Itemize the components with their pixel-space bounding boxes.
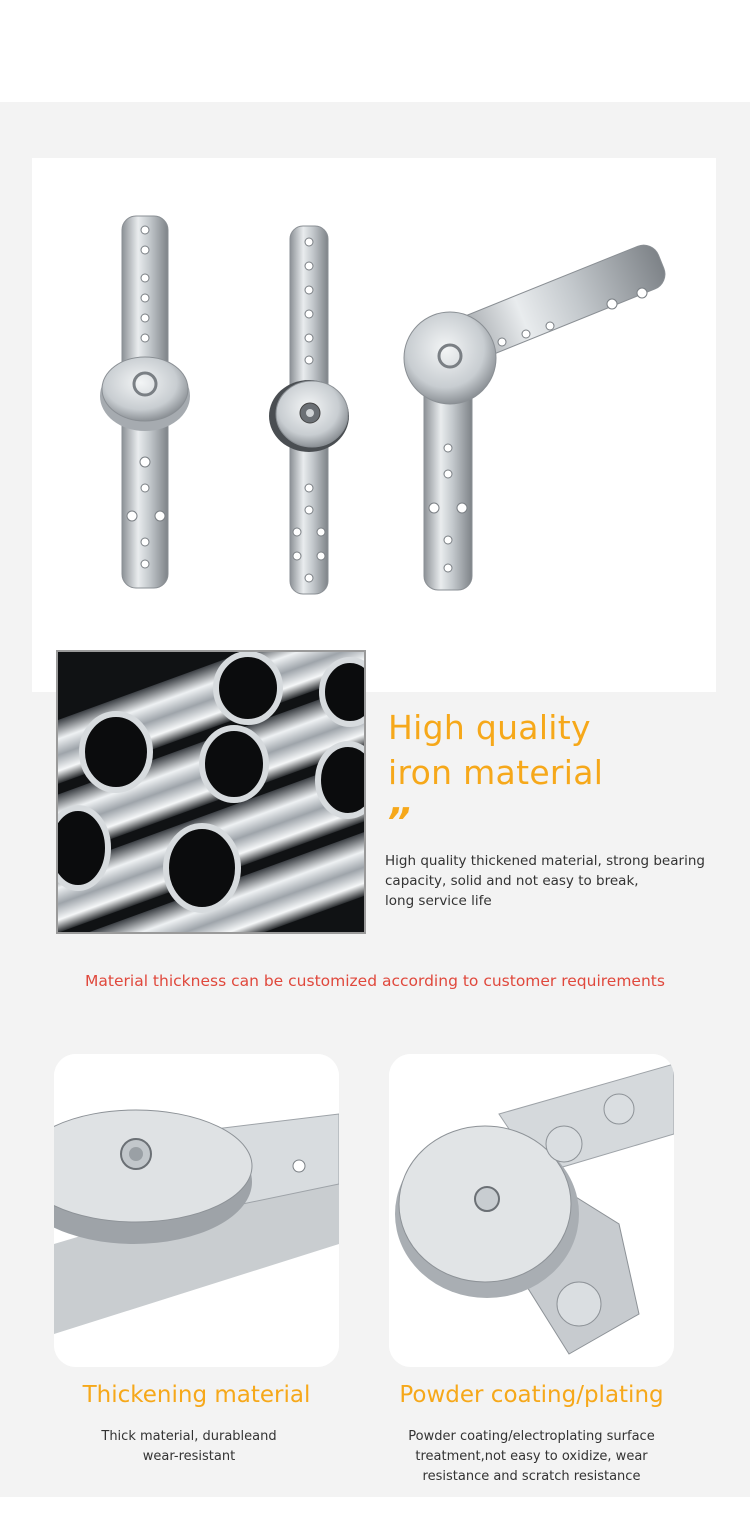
feature-title-powder-coating: Powder coating/plating (399, 1382, 664, 1408)
hinge-angled (404, 240, 670, 590)
feature-title-thickening: Thickening material (82, 1382, 311, 1408)
powder-coating-image (389, 1054, 674, 1367)
customization-note: Material thickness can be customized according to customer requirements (85, 972, 665, 990)
feature-desc-line: wear-resistant (142, 1449, 236, 1464)
feature-desc-line: Thick material, durableand (101, 1429, 277, 1444)
hinge-straight-1 (100, 216, 190, 588)
description-line: High quality thickened material, strong bearing (385, 853, 705, 869)
section-title-line1: High quality (388, 708, 591, 747)
hinge-products-image (32, 158, 716, 692)
feature-desc-line: resistance and scratch resistance (422, 1469, 641, 1484)
hinge-straight-2 (269, 226, 349, 594)
feature-desc-line: treatment,not easy to oxidize, wear (415, 1449, 648, 1464)
quote-mark: ” (386, 800, 411, 844)
thickening-material-image (54, 1054, 339, 1367)
description-line: capacity, solid and not easy to break, (385, 873, 639, 889)
section-title-line2: iron material (388, 753, 604, 792)
steel-tubes-photo (56, 650, 366, 934)
feature-desc-powder-coating (389, 1427, 674, 1487)
feature-desc-thickening (54, 1427, 324, 1467)
feature-desc-line: Powder coating/electroplating surface (408, 1429, 655, 1444)
description-line: long service life (385, 893, 492, 909)
hero-product-card (32, 158, 716, 692)
section-description (385, 851, 725, 911)
